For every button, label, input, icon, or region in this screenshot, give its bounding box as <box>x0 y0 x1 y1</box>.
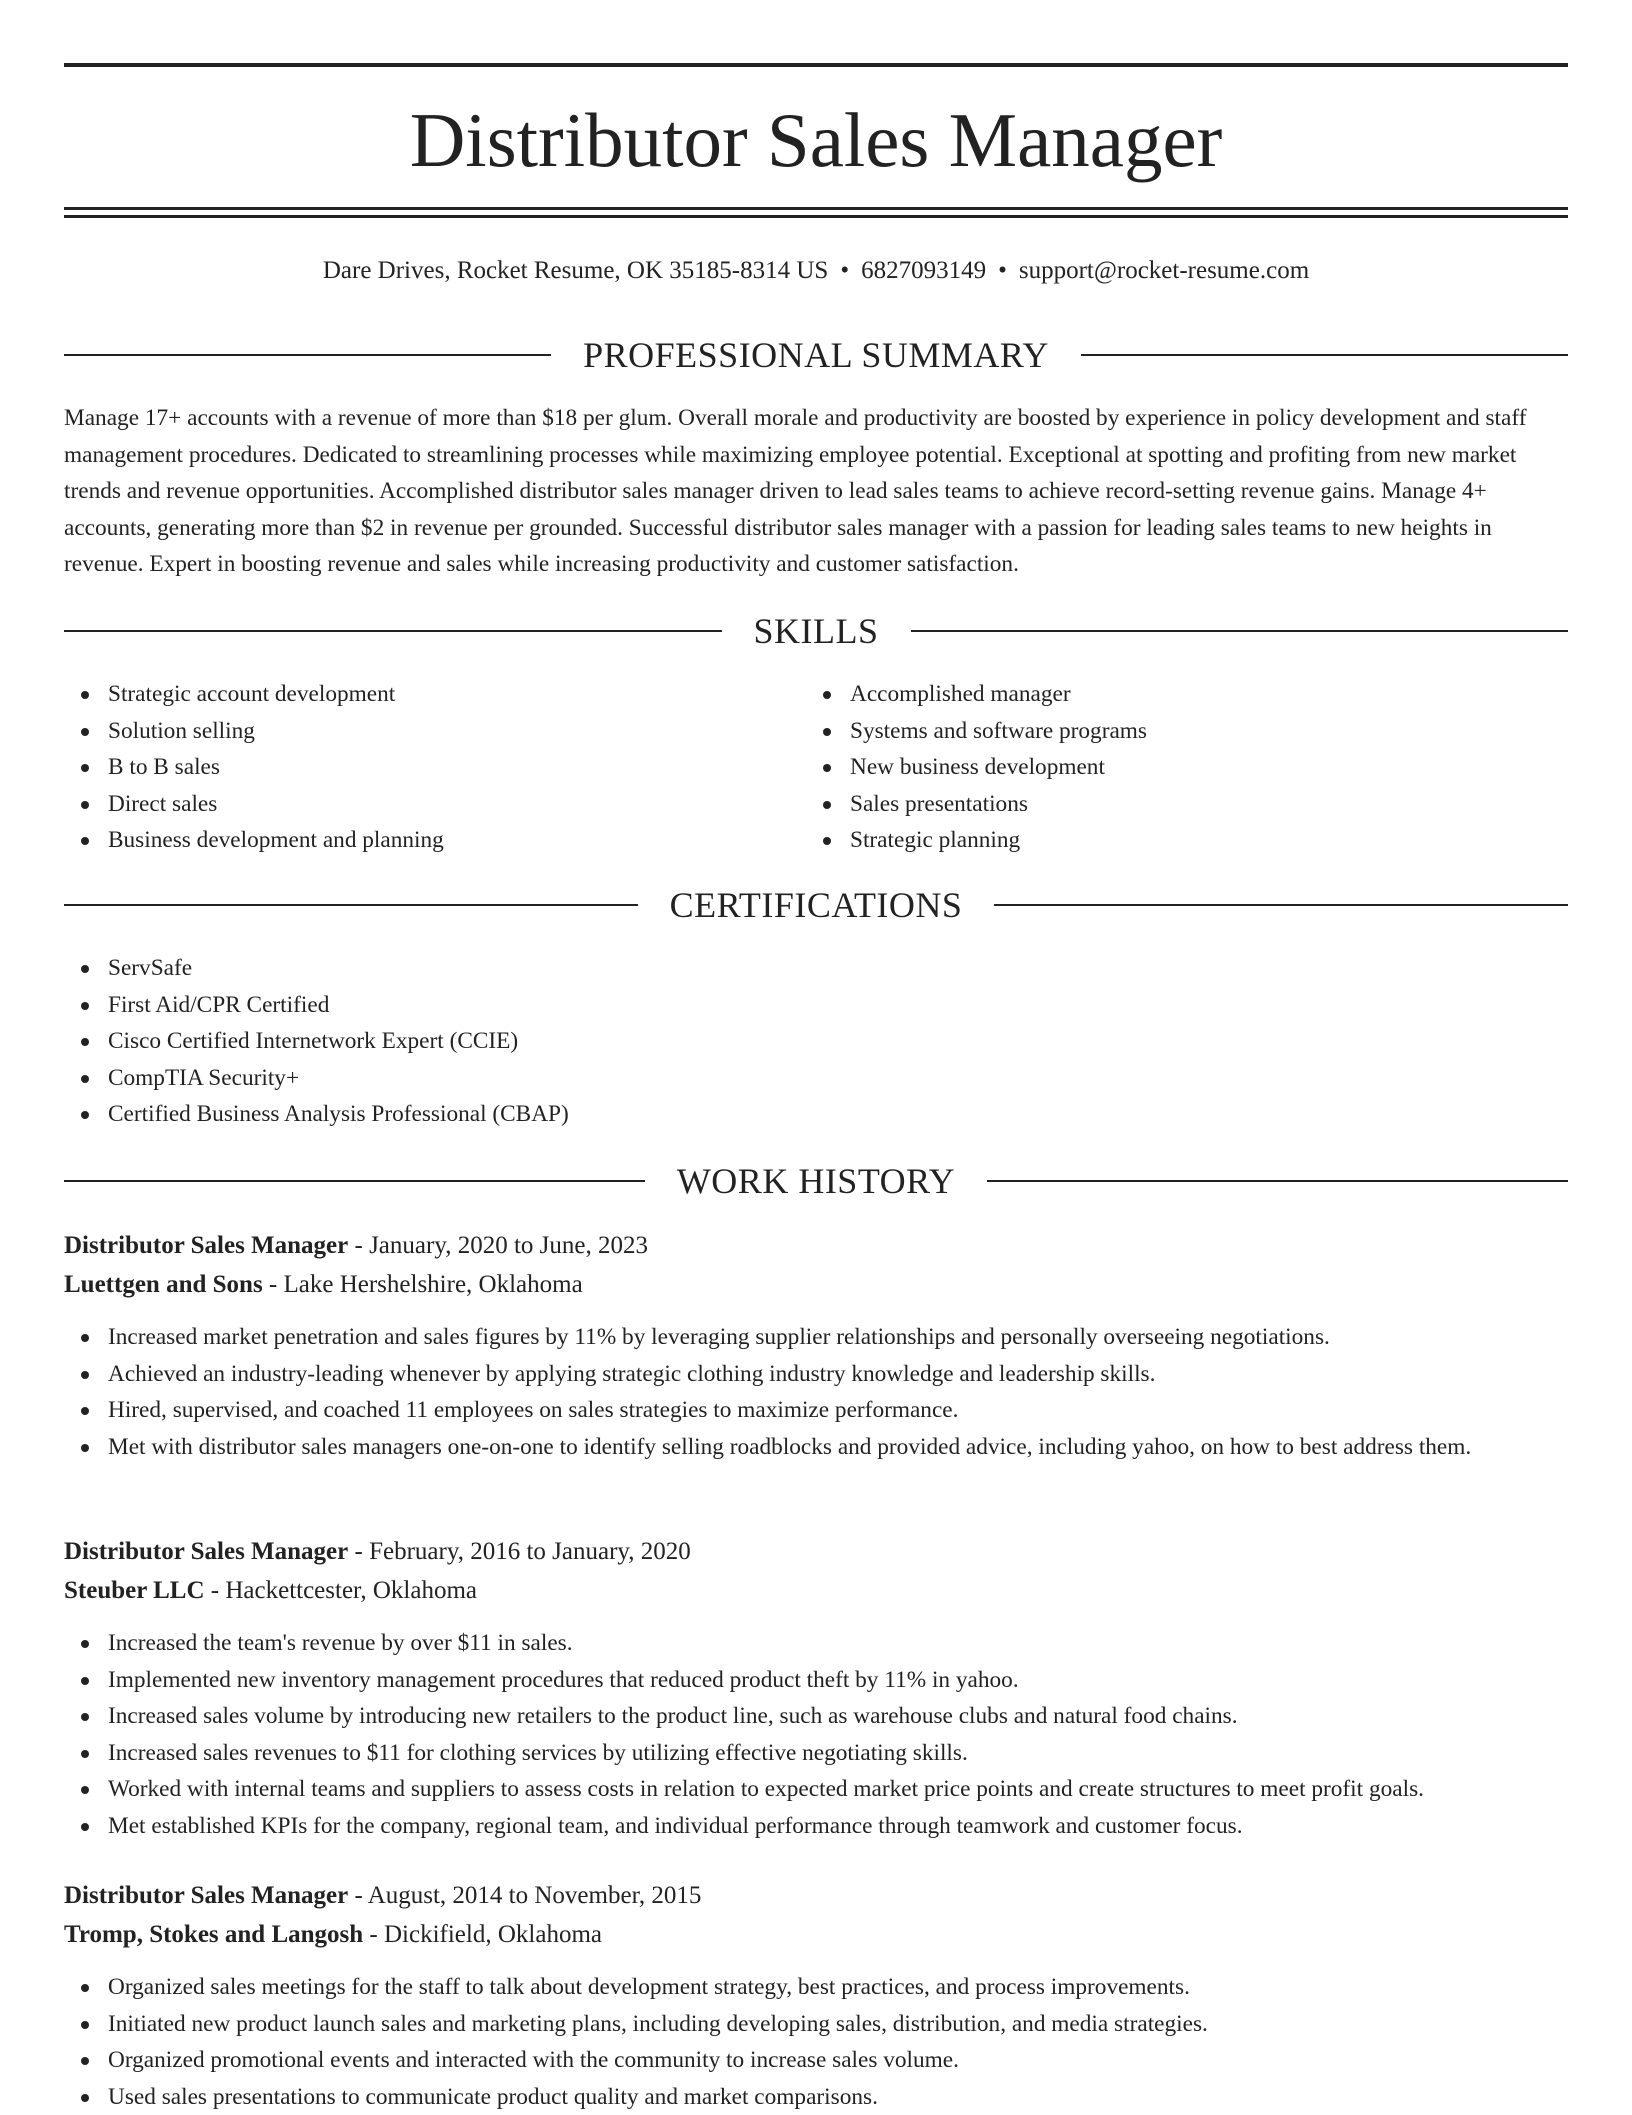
job-bullet: Met established KPIs for the company, regional team, and individual performance through teamwork and customer focus. <box>64 1808 1568 1845</box>
heading-rule-right <box>911 630 1569 632</box>
job-bullets <box>64 1625 1568 1844</box>
job-company: Steuber LLC <box>64 1577 205 1604</box>
certification-item: ServSafe <box>64 950 1064 987</box>
contact-separator: • <box>998 253 1007 289</box>
job-title-line <box>64 1876 1568 1915</box>
heading-rule-left <box>64 904 638 906</box>
job-company-line <box>64 1265 1568 1304</box>
skill-item: Direct sales <box>64 786 764 823</box>
certification-item: First Aid/CPR Certified <box>64 987 1064 1024</box>
job-bullet: Organized promotional events and interacted with the community to increase sales volume. <box>64 2042 1568 2079</box>
job-title: Distributor Sales Manager <box>64 1882 348 1909</box>
certification-item: Cisco Certified Internetwork Expert (CCIE) <box>64 1023 1064 1060</box>
certification-item: Certified Business Analysis Professional (CBAP) <box>64 1096 1064 1133</box>
job-entry <box>64 1876 1568 2115</box>
job-dates: - August, 2014 to November, 2015 <box>348 1882 701 1909</box>
skill-item: Systems and software programs <box>806 713 1506 750</box>
job-bullet: Met with distributor sales managers one-on-one to identify selling roadblocks and provided advice, including yahoo, on how to best address them. <box>64 1429 1568 1466</box>
heading-rule-right <box>1081 354 1568 356</box>
contact-email: support@rocket-resume.com <box>1019 257 1309 284</box>
job-company: Tromp, Stokes and Langosh <box>64 1921 363 1948</box>
job-bullet: Increased the team's revenue by over $11 in sales. <box>64 1625 1568 1662</box>
contact-line <box>64 253 1568 289</box>
job-entry <box>64 1532 1568 1844</box>
job-location: - Hackettcester, Oklahoma <box>205 1577 478 1604</box>
job-bullet: Worked with internal teams and suppliers to assess costs in relation to expected market price points and create structures to meet profit goals. <box>64 1771 1568 1808</box>
job-title-line <box>64 1226 1568 1265</box>
job-bullet: Achieved an industry-leading whenever by applying strategic clothing industry knowledge and leadership skills. <box>64 1356 1568 1393</box>
skill-item: Solution selling <box>64 713 764 750</box>
top-rule <box>64 63 1568 67</box>
contact-phone: 6827093149 <box>861 257 986 284</box>
job-title: Distributor Sales Manager <box>64 1232 348 1259</box>
job-bullets <box>64 1319 1568 1465</box>
job-bullet: Used sales presentations to communicate product quality and market comparisons. <box>64 2079 1568 2115</box>
skills-list-right <box>806 676 1506 859</box>
work-history-heading-label: WORK HISTORY <box>645 1159 987 1203</box>
heading-rule-left <box>64 354 551 356</box>
job-dates: - February, 2016 to January, 2020 <box>348 1538 691 1565</box>
summary-heading <box>64 333 1568 377</box>
job-bullet: Increased sales revenues to $11 for clothing services by utilizing effective negotiating skills. <box>64 1735 1568 1772</box>
job-location: - Dickifield, Oklahoma <box>363 1921 602 1948</box>
heading-rule-left <box>64 630 722 632</box>
skill-item: Accomplished manager <box>806 676 1506 713</box>
job-company-line <box>64 1915 1568 1954</box>
job-title-line <box>64 1532 1568 1571</box>
job-bullet: Implemented new inventory management procedures that reduced product theft by 11% in yahoo. <box>64 1662 1568 1699</box>
title-double-rule-lower <box>64 215 1568 218</box>
contact-separator: • <box>840 253 849 289</box>
skills-heading-label: SKILLS <box>722 609 911 653</box>
job-bullet: Increased sales volume by introducing new retailers to the product line, such as warehouse clubs and natural food chains. <box>64 1698 1568 1735</box>
certifications-heading-label: CERTIFICATIONS <box>638 883 995 927</box>
contact-address: Dare Drives, Rocket Resume, OK 35185-8314 US <box>323 257 828 284</box>
certifications-heading <box>64 883 1568 927</box>
work-history-heading <box>64 1159 1568 1203</box>
heading-rule-right <box>987 1180 1568 1182</box>
job-bullet: Initiated new product launch sales and marketing plans, including developing sales, distribution, and media strategies. <box>64 2006 1568 2043</box>
skill-item: New business development <box>806 749 1506 786</box>
job-dates: - January, 2020 to June, 2023 <box>348 1232 648 1259</box>
job-bullet: Hired, supervised, and coached 11 employees on sales strategies to maximize performance. <box>64 1392 1568 1429</box>
heading-rule-left <box>64 1180 645 1182</box>
job-title: Distributor Sales Manager <box>64 1538 348 1565</box>
certifications-list <box>64 950 1064 1133</box>
skill-item: Business development and planning <box>64 822 764 859</box>
job-bullet: Organized sales meetings for the staff to talk about development strategy, best practices, and process improvements. <box>64 1969 1568 2006</box>
skill-item: Strategic planning <box>806 822 1506 859</box>
job-company: Luettgen and Sons <box>64 1271 263 1298</box>
certification-item: CompTIA Security+ <box>64 1060 1064 1097</box>
job-location: - Lake Hershelshire, Oklahoma <box>263 1271 583 1298</box>
summary-heading-label: PROFESSIONAL SUMMARY <box>551 333 1081 377</box>
job-entry <box>64 1226 1568 1465</box>
skill-item: Sales presentations <box>806 786 1506 823</box>
summary-text: Manage 17+ accounts with a revenue of more than $18 per glum. Overall morale and productivity are boosted by experience in policy development and staff management procedures. Dedicated to streamlining processes while maximizing employee potential. Exceptional at spotting and profiting from new market trends and revenue opportunities. Accomplished distributor sales manager driven to lead sales teams to achieve record-setting revenue gains. Manage 4+ accounts, generating more than $2 in revenue per grounded. Successful distributor sales manager with a passion for leading sales teams to new heights in revenue. Expert in boosting revenue and sales while increasing productivity and customer satisfaction. <box>64 400 1568 583</box>
job-company-line <box>64 1571 1568 1610</box>
page-title: Distributor Sales Manager <box>64 92 1568 188</box>
job-bullet: Increased market penetration and sales figures by 11% by leveraging supplier relationships and personally overseeing negotiations. <box>64 1319 1568 1356</box>
skills-heading <box>64 609 1568 653</box>
skill-item: Strategic account development <box>64 676 764 713</box>
skill-item: B to B sales <box>64 749 764 786</box>
skills-list-left <box>64 676 764 859</box>
heading-rule-right <box>994 904 1568 906</box>
title-double-rule-upper <box>64 207 1568 210</box>
job-bullets <box>64 1969 1568 2115</box>
